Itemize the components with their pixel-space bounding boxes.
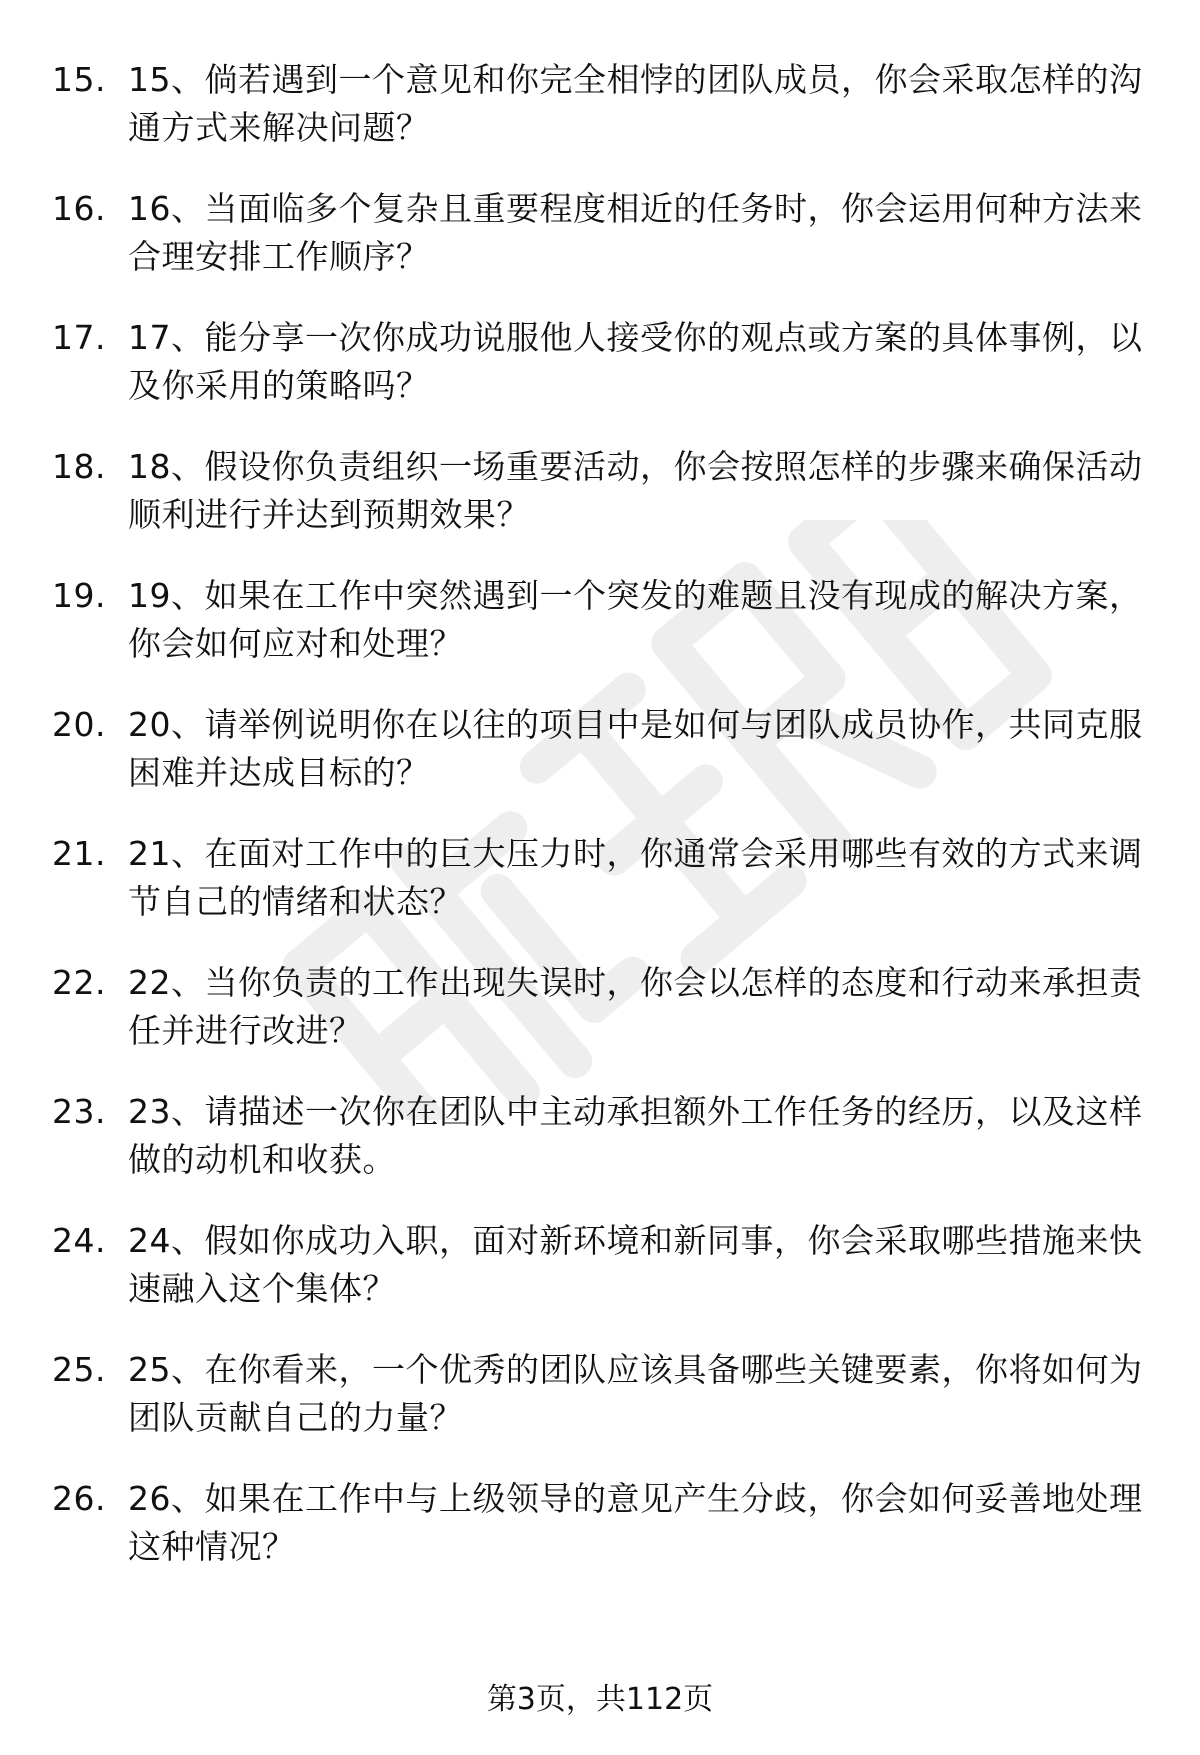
question-number: 19.: [52, 576, 106, 615]
question-text: 24、假如你成功入职，面对新环境和新同事，你会采取哪些措施来快速融入这个集体？: [128, 1221, 1143, 1308]
question-item: [52, 701, 1152, 797]
question-text: 23、请描述一次你在团队中主动承担额外工作任务的经历，以及这样做的动机和收获。: [128, 1092, 1143, 1179]
question-number: 16.: [52, 189, 106, 228]
question-item: [52, 1346, 1152, 1442]
question-item: [52, 443, 1152, 539]
question-item: [52, 314, 1152, 410]
question-item: [52, 185, 1152, 281]
question-number: 22.: [52, 963, 106, 1002]
question-item: [52, 959, 1152, 1055]
question-item: [52, 56, 1152, 152]
question-text: 18、假设你负责组织一场重要活动，你会按照怎样的步骤来确保活动顺利进行并达到预期效果？: [128, 447, 1143, 534]
question-text: 20、请举例说明你在以往的项目中是如何与团队成员协作，共同克服困难并达成目标的？: [128, 705, 1143, 792]
question-text: 25、在你看来，一个优秀的团队应该具备哪些关键要素，你将如何为团队贡献自己的力量？: [128, 1350, 1143, 1437]
question-number: 25.: [52, 1350, 106, 1389]
page-footer: [0, 1680, 1200, 1720]
question-number: 15.: [52, 60, 106, 99]
question-number: 26.: [52, 1479, 106, 1518]
question-text: 19、如果在工作中突然遇到一个突发的难题且没有现成的解决方案，你会如何应对和处理？: [128, 576, 1143, 663]
question-list: [52, 56, 1152, 1604]
question-item: [52, 572, 1152, 668]
question-number: 17.: [52, 318, 106, 357]
page-number-label: 第3页，共112页: [486, 1682, 714, 1717]
question-item: [52, 1088, 1152, 1184]
question-text: 17、能分享一次你成功说服他人接受你的观点或方案的具体事例，以及你采用的策略吗？: [128, 318, 1143, 405]
question-text: 26、如果在工作中与上级领导的意见产生分歧，你会如何妥善地处理这种情况？: [128, 1479, 1143, 1566]
question-number: 23.: [52, 1092, 106, 1131]
question-text: 16、当面临多个复杂且重要程度相近的任务时，你会运用何种方法来合理安排工作顺序？: [128, 189, 1143, 276]
question-number: 18.: [52, 447, 106, 486]
question-number: 21.: [52, 834, 106, 873]
question-number: 24.: [52, 1221, 106, 1260]
question-text: 21、在面对工作中的巨大压力时，你通常会采用哪些有效的方式来调节自己的情绪和状态？: [128, 834, 1143, 921]
question-text: 22、当你负责的工作出现失误时，你会以怎样的态度和行动来承担责任并进行改进？: [128, 963, 1143, 1050]
question-item: [52, 1475, 1152, 1571]
question-number: 20.: [52, 705, 106, 744]
question-text: 15、倘若遇到一个意见和你完全相悖的团队成员，你会采取怎样的沟通方式来解决问题？: [128, 60, 1143, 147]
question-item: [52, 1217, 1152, 1313]
question-item: [52, 830, 1152, 926]
